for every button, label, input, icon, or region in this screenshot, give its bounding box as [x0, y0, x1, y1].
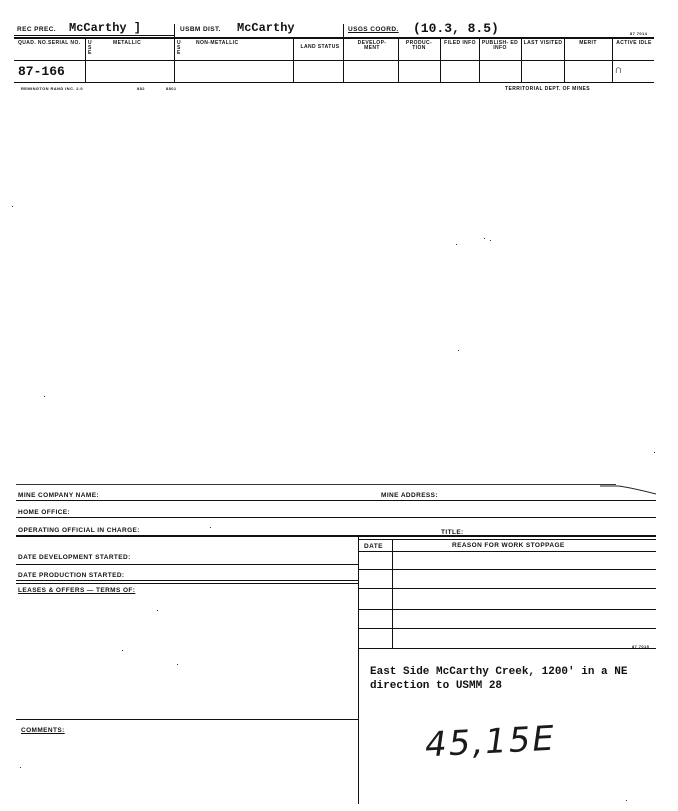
active-mark: ∩ — [615, 65, 622, 77]
col-use-1: U S E — [88, 40, 93, 56]
col-serial-no: SERIAL NO. — [48, 40, 81, 46]
printer-label: REMINGTON RAND INC. 2.0 — [21, 86, 84, 91]
location-note-line1: East Side McCarthy Creek, 1200' in a NE — [370, 666, 628, 678]
col-development: DEVELOP- MENT — [357, 40, 387, 51]
operating-official-label: OPERATING OFFICIAL IN CHARGE: — [18, 527, 140, 534]
col-published-info: PUBLISH- ED INFO — [481, 40, 519, 51]
col-merit: MERIT — [579, 40, 597, 46]
date-column-header: DATE — [364, 543, 383, 550]
col-last-visited: LAST VISITED — [523, 40, 563, 46]
handwritten-note: 45,15E — [424, 718, 557, 766]
col-filed-info: FILED INFO — [444, 40, 476, 46]
comments-label: COMMENTS: — [21, 727, 65, 734]
quad-serial-value: 87-166 — [18, 64, 65, 79]
date-production-label: DATE PRODUCTION STARTED: — [18, 572, 125, 579]
leases-label: LEASES & OFFERS — TERMS OF: — [18, 587, 136, 594]
col-metallic: METALLIC — [113, 40, 142, 46]
usgs-coord-value: (10.3, 8.5) — [413, 21, 499, 36]
home-office-label: HOME OFFICE: — [18, 509, 71, 516]
col-use-2: U S E — [177, 40, 182, 56]
rec-prec-label: REC PREC. — [17, 26, 56, 33]
title-label: TITLE: — [441, 529, 464, 536]
form-number-top: 87 7014 — [630, 31, 648, 36]
page-curl-edge — [600, 480, 660, 500]
col-land-status: LAND STATUS — [300, 44, 340, 50]
location-note-line2: direction to USMM 28 — [370, 680, 503, 692]
rec-prec-value: McCarthy ] — [69, 21, 142, 35]
col-active-idle: ACTIVE IDLE — [616, 40, 652, 46]
mine-address-label: MINE ADDRESS: — [381, 492, 438, 499]
form-number-bottom: 87 7015 — [632, 644, 650, 649]
col-quad-no: QUAD. NO. — [18, 40, 48, 46]
mine-company-name-label: MINE COMPANY NAME: — [18, 492, 99, 499]
usbm-dist-value: McCarthy — [237, 21, 295, 35]
department-label: TERRITORIAL DEPT. OF MINES — [505, 86, 590, 92]
usgs-coord-label: USGS COORD. — [348, 26, 399, 33]
col-non-metallic: NON-METALLIC — [196, 40, 239, 46]
usbm-dist-label: USBM DIST. — [180, 26, 221, 33]
reason-column-header: REASON FOR WORK STOPPAGE — [452, 542, 565, 549]
date-development-label: DATE DEVELOPMENT STARTED: — [18, 554, 131, 561]
code-1: 882 — [137, 86, 145, 91]
code-2: 8801 — [166, 86, 177, 91]
col-production: PRODUC- TION — [405, 40, 433, 51]
